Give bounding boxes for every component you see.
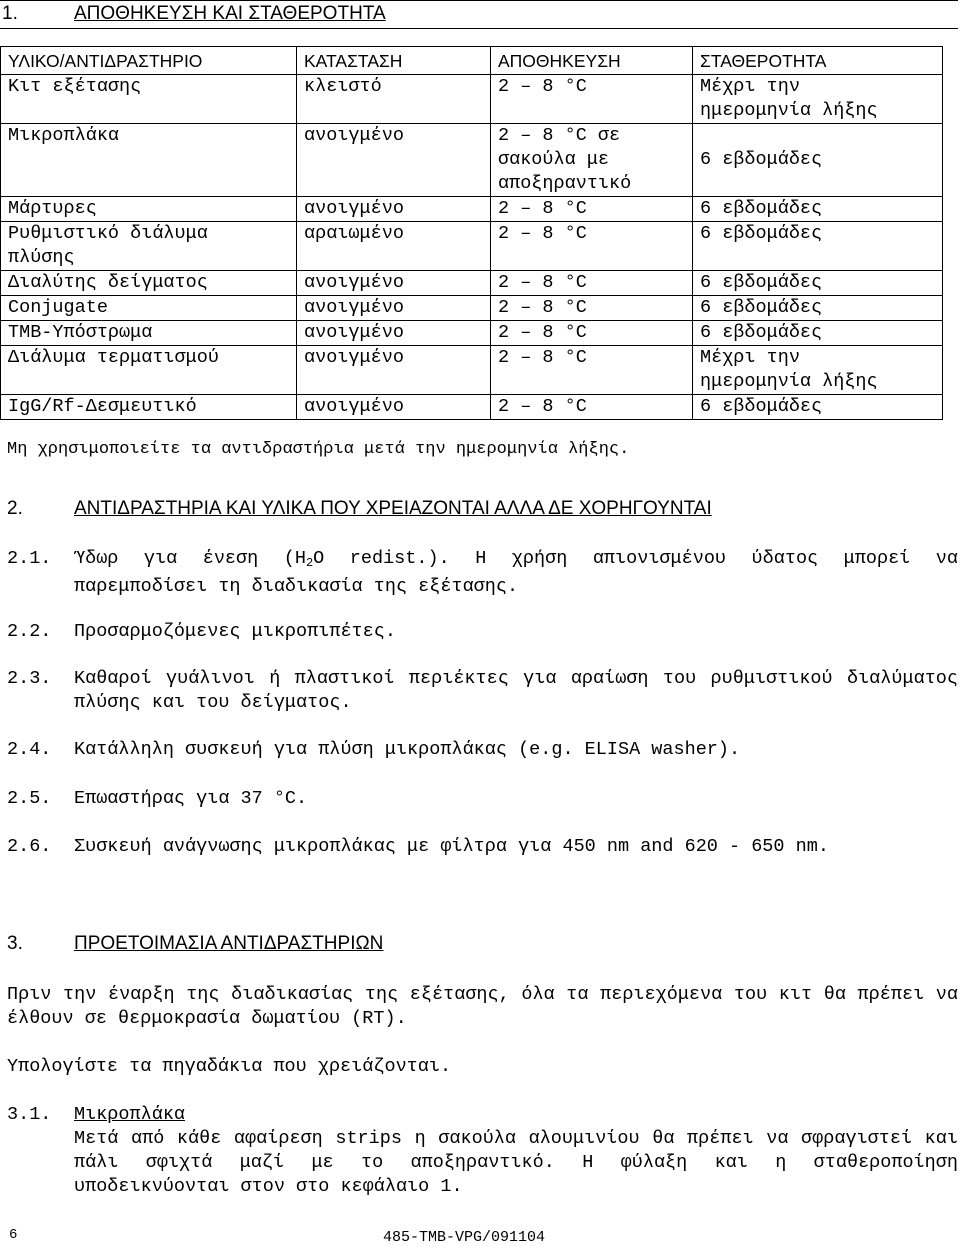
storage-cell: 2 – 8 °C xyxy=(491,395,693,420)
state-cell: ανοιγμένο xyxy=(297,346,491,395)
storage-cell: 2 – 8 °C xyxy=(491,321,693,346)
table-row xyxy=(1,75,943,124)
section-1-number: 1. xyxy=(2,3,18,24)
table-row xyxy=(1,346,943,395)
section-1-title: ΑΠΟΘΗΚΕΥΣΗ ΚΑΙ ΣΤΑΘΕΡΟΤΗΤΑ xyxy=(74,3,386,24)
item-number: 2.4. xyxy=(7,739,52,760)
table-row xyxy=(1,124,943,197)
stability-cell: 6 εβδομάδες xyxy=(693,222,943,271)
stability-cell: 6 εβδομάδες xyxy=(693,321,943,346)
material-cell: Μικροπλάκα xyxy=(1,124,297,197)
stability-cell: Μέχρι την ημερομηνία λήξης xyxy=(693,346,943,395)
item-number: 2.6. xyxy=(7,836,52,857)
table-row xyxy=(1,296,943,321)
table-row xyxy=(1,222,943,271)
stability-cell: 6 εβδομάδες xyxy=(693,271,943,296)
storage-cell: 2 – 8 °C xyxy=(491,197,693,222)
state-cell: κλειστό xyxy=(297,75,491,124)
section-2-title: ΑΝΤΙΔΡΑΣΤΗΡΙΑ ΚΑΙ ΥΛΙΚΑ ΠΟΥ ΧΡΕΙΑΖΟΝΤΑΙ ΑΛΛΑ ΔΕ ΧΟΡΗΓΟΥΝΤΑΙ xyxy=(74,498,712,519)
material-cell: Διαλύτης δείγματος xyxy=(1,271,297,296)
column-header: ΥΛΙΚΟ/ΑΝΤΙΔΡΑΣΤΗΡΙΟ xyxy=(1,47,297,75)
subsection-text: Μετά από κάθε αφαίρεση strips η σακούλα αλουμινίου θα πρέπει να σφραγιστεί και πάλι σφιχτά μαζί με το αποξηραντικό. Η φύλαξη και η σταθεροποίηση υποδεικνύονται στον στο κεφάλαιο 1. xyxy=(74,1128,958,1197)
column-header: ΣΤΑΘΕΡΟΤΗΤΑ xyxy=(693,47,943,75)
storage-cell: 2 – 8 °C xyxy=(491,271,693,296)
state-cell: ανοιγμένο xyxy=(297,321,491,346)
storage-cell: 2 – 8 °C xyxy=(491,296,693,321)
section-3-intro: Πριν την έναρξη της διαδικασίας της εξέτασης, όλα τα περιεχόμενα του κιτ θα πρέπει να έλθουν σε θερμοκρασία δωματίου (RT). xyxy=(7,984,958,1029)
material-cell: Ρυθμιστικό διάλυμα πλύσης xyxy=(1,222,297,271)
table-row xyxy=(1,197,943,222)
material-cell: Κιτ εξέτασης xyxy=(1,75,297,124)
state-cell: ανοιγμένο xyxy=(297,124,491,197)
item-2-6-text: Συσκευή ανάγνωσης μικροπλάκας με φίλτρα για 450 nm and 620 - 650 nm. xyxy=(74,836,829,857)
table-row xyxy=(1,321,943,346)
item-2-1-text: Ύδωρ για ένεση ($H_2O$ redist.). Η χρήση απιονισμένου ύδατος μπορεί να παρεμποδίσει τη διαδικασία της εξέτασης. xyxy=(74,548,958,597)
item-2-4-text: Κατάλληλη συσκευή για πλύση μικροπλάκας (e.g. ELISA washer). xyxy=(74,739,741,760)
material-cell: Διάλυμα τερματισμού xyxy=(1,346,297,395)
stability-cell: 6 εβδομάδες xyxy=(693,395,943,420)
section-3-title: ΠΡΟΕΤΟΙΜΑΣΙΑ ΑΝΤΙΔΡΑΣΤΗΡΙΩΝ xyxy=(74,933,384,954)
item-2-3-text: Καθαροί γυάλινοι ή πλαστικοί περιέκτες για αραίωση του ρυθμιστικού διαλύματος πλύσης και του δείγματος. xyxy=(74,668,958,713)
state-cell: αραιωμένο xyxy=(297,222,491,271)
section-3-calc: Υπολογίστε τα πηγαδάκια που χρειάζονται. xyxy=(7,1056,452,1077)
page-number: 6 xyxy=(9,1227,18,1243)
storage-table xyxy=(0,46,943,420)
column-header: ΚΑΤΑΣΤΑΣΗ xyxy=(297,47,491,75)
storage-cell: 2 – 8 °C xyxy=(491,75,693,124)
item-number: 2.3. xyxy=(7,668,52,689)
material-cell: Μάρτυρες xyxy=(1,197,297,222)
storage-cell: 2 – 8 °C xyxy=(491,346,693,395)
storage-cell: 2 – 8 °C σε σακούλα με αποξηραντικό xyxy=(491,124,693,197)
expiry-note: Μη χρησιμοποιείτε τα αντιδραστήρια μετά την ημερομηνία λήξης. xyxy=(7,440,630,459)
item-2-2-text: Προσαρμοζόμενες μικροπιπέτες. xyxy=(74,621,396,642)
item-number: 2.5. xyxy=(7,788,52,809)
storage-cell: 2 – 8 °C xyxy=(491,222,693,271)
state-cell: ανοιγμένο xyxy=(297,395,491,420)
item-2-5-text: Επωαστήρας για 37 °C. xyxy=(74,788,308,809)
stability-cell: 6 εβδομάδες xyxy=(693,124,943,197)
section-3-number: 3. xyxy=(7,933,23,954)
table-row xyxy=(1,395,943,420)
stability-cell: Μέχρι την ημερομηνία λήξης xyxy=(693,75,943,124)
table-row xyxy=(1,271,943,296)
document-code: 485-TMB-VPG/091104 xyxy=(383,1229,546,1246)
stability-cell: 6 εβδομάδες xyxy=(693,296,943,321)
item-number: 2.1. xyxy=(7,548,52,569)
stability-cell: 6 εβδομάδες xyxy=(693,197,943,222)
table-header-row xyxy=(1,47,943,75)
state-cell: ανοιγμένο xyxy=(297,197,491,222)
column-header: ΑΠΟΘΗΚΕΥΣΗ xyxy=(491,47,693,75)
section-2-number: 2. xyxy=(7,498,23,519)
subsection-number: 3.1. xyxy=(7,1104,52,1125)
material-cell: TMB-Υπόστρωμα xyxy=(1,321,297,346)
material-cell: Conjugate xyxy=(1,296,297,321)
item-number: 2.2. xyxy=(7,621,52,642)
subsection-title: Μικροπλάκα xyxy=(74,1104,186,1125)
material-cell: IgG/Rf-Δεσμευτικό xyxy=(1,395,297,420)
state-cell: ανοιγμένο xyxy=(297,271,491,296)
state-cell: ανοιγμένο xyxy=(297,296,491,321)
